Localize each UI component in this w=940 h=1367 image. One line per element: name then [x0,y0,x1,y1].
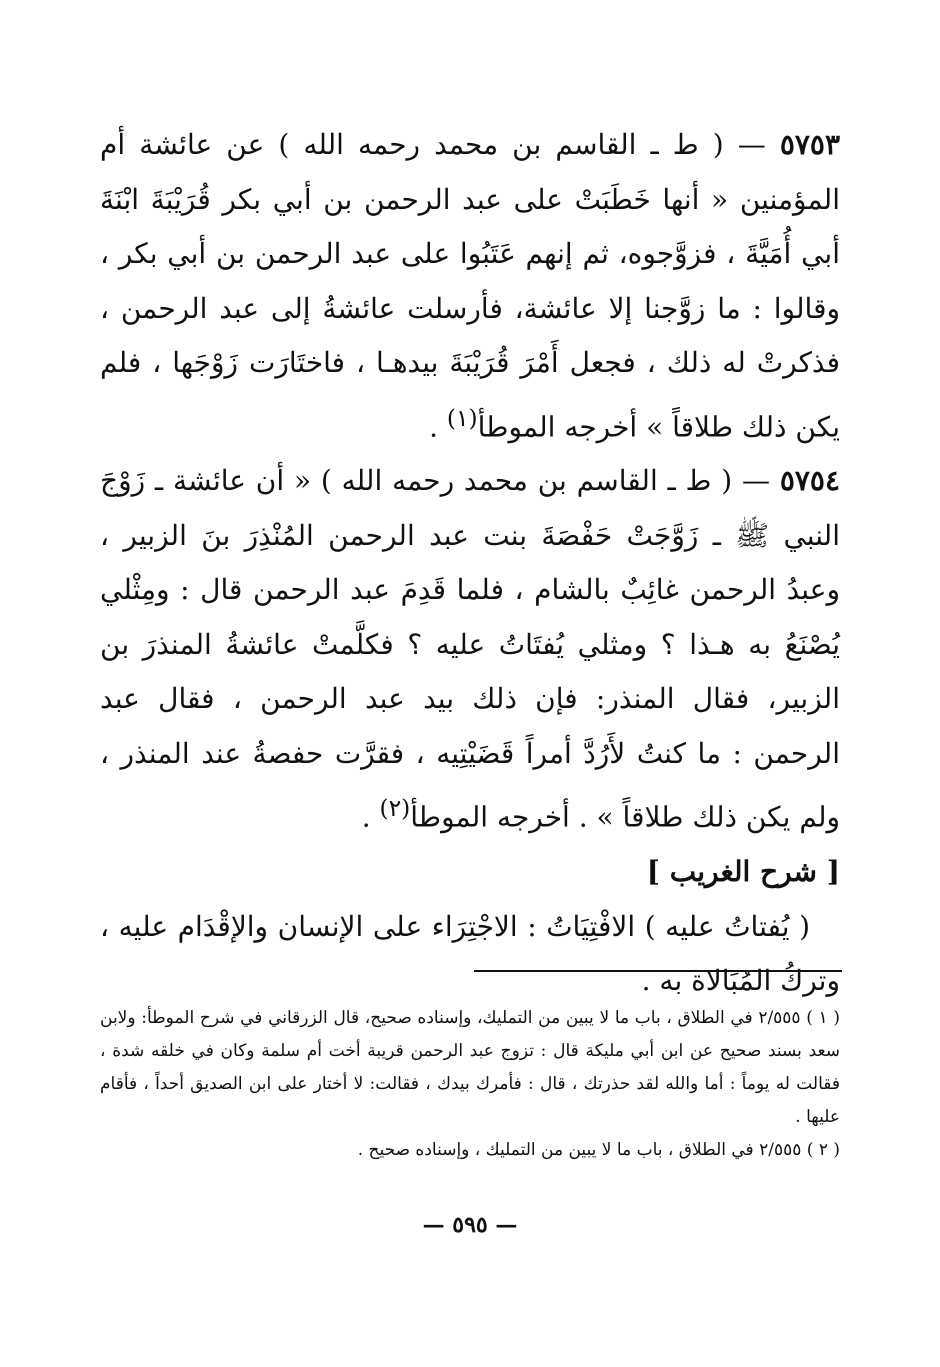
hadith-body: — ( ط ـ القاسم بن محمد رحمه الله ) عن عائشة أم المؤمنين « أنها خَطَبَتْ على عبد الرحمن بن أبي بكر قُرَيْبَةَ ابْنَةَ أبي أُمَيَّةَ ، فزوَّجوه، ثم إنهم عَتَبُوا على عبد الرحمن بن أبي بكر ، وقالوا : ما زوَّجنا إلا عائشة، فأرسلت عائشةُ إلى عبد الرحمن ، فذكرتْ له ذلك ، فجعل أَمْرَ قُرَيْبَةَ بيدهـا ، فاختَارَت زَوْجَها ، فلم يكن ذلك طلاقاً » أخرجه الموطأ [100,128,840,443]
footnote-divider [474,970,842,972]
page-number: — ٥٩٥ — [422,1212,518,1238]
hadith-number: ٥٧٥٣ [779,128,840,161]
gharib-heading: [ شرح الغريب ] [646,855,840,889]
main-text [100,118,840,1009]
footnote-1: ( ١ ) ٢/٥٥٥ في الطلاق ، باب ما لا يبين من التمليك، وإسناده صحيح، قال الزرقاني في شرح الموطأ: ولابن سعد بسند صحيح عن ابن أبي مليكة قال : تزوج عبد الرحمن قريبة أخت أم سلمة وكان في خلقه شدة ، فقالت له يوماً : أما والله لقد حذرتك ، قال : فأمرك بيدك ، فقالت: لا أختار على ابن الصديق أحداً ، فأقام عليها . [100,1008,840,1127]
end-mark: . [361,800,380,834]
hadith-body: — ( ط ـ القاسم بن محمد رحمه الله ) « أن عائشة ـ زَوْجَ النبي ﷺ ـ زَوَّجَتْ حَفْصَةَ بنت عبد الرحمن المُنْذِرَ بنَ الزبير ، وعبدُ الرحمن غائِبٌ بالشام ، فلما قَدِمَ عبد الرحمن قال : ومِثْلي يُصْنَعُ به هـذا ؟ ومثلي يُفتَاتُ عليه ؟ فكلَّمتْ عائشةُ المنذرَ بن الزبير، فقال المنذر: فإن ذلك بيد عبد الرحمن ، فقال عبد الرحمن : ما كنتُ لأَرُدَّ أمراً قَضَيْتِيه ، فقرَّت حفصةُ عند المنذر ، ولم يكن ذلك طلاقاً » . أخرجه الموطأ [100,464,840,834]
footnote-2: ( ٢ ) ٢/٥٥٥ في الطلاق ، باب ما لا يبين من التمليك ، وإسناده صحيح . [357,1140,840,1160]
hadith-5754 [100,454,840,845]
footnotes [100,1002,840,1167]
end-mark: . [429,409,447,443]
footnote-ref: (٢) [379,794,411,823]
footnote-ref: (١) [446,403,478,432]
gharib-gloss: ( يُفتاتُ عليه ) الافْتِيَاتُ : الاجْتِرَاء على الإنسان والإقْدَام عليه ، وتركُ المُبَالاة به . [100,909,840,998]
hadith-5753 [100,118,840,454]
hadith-number: ٥٧٥٤ [779,464,840,498]
